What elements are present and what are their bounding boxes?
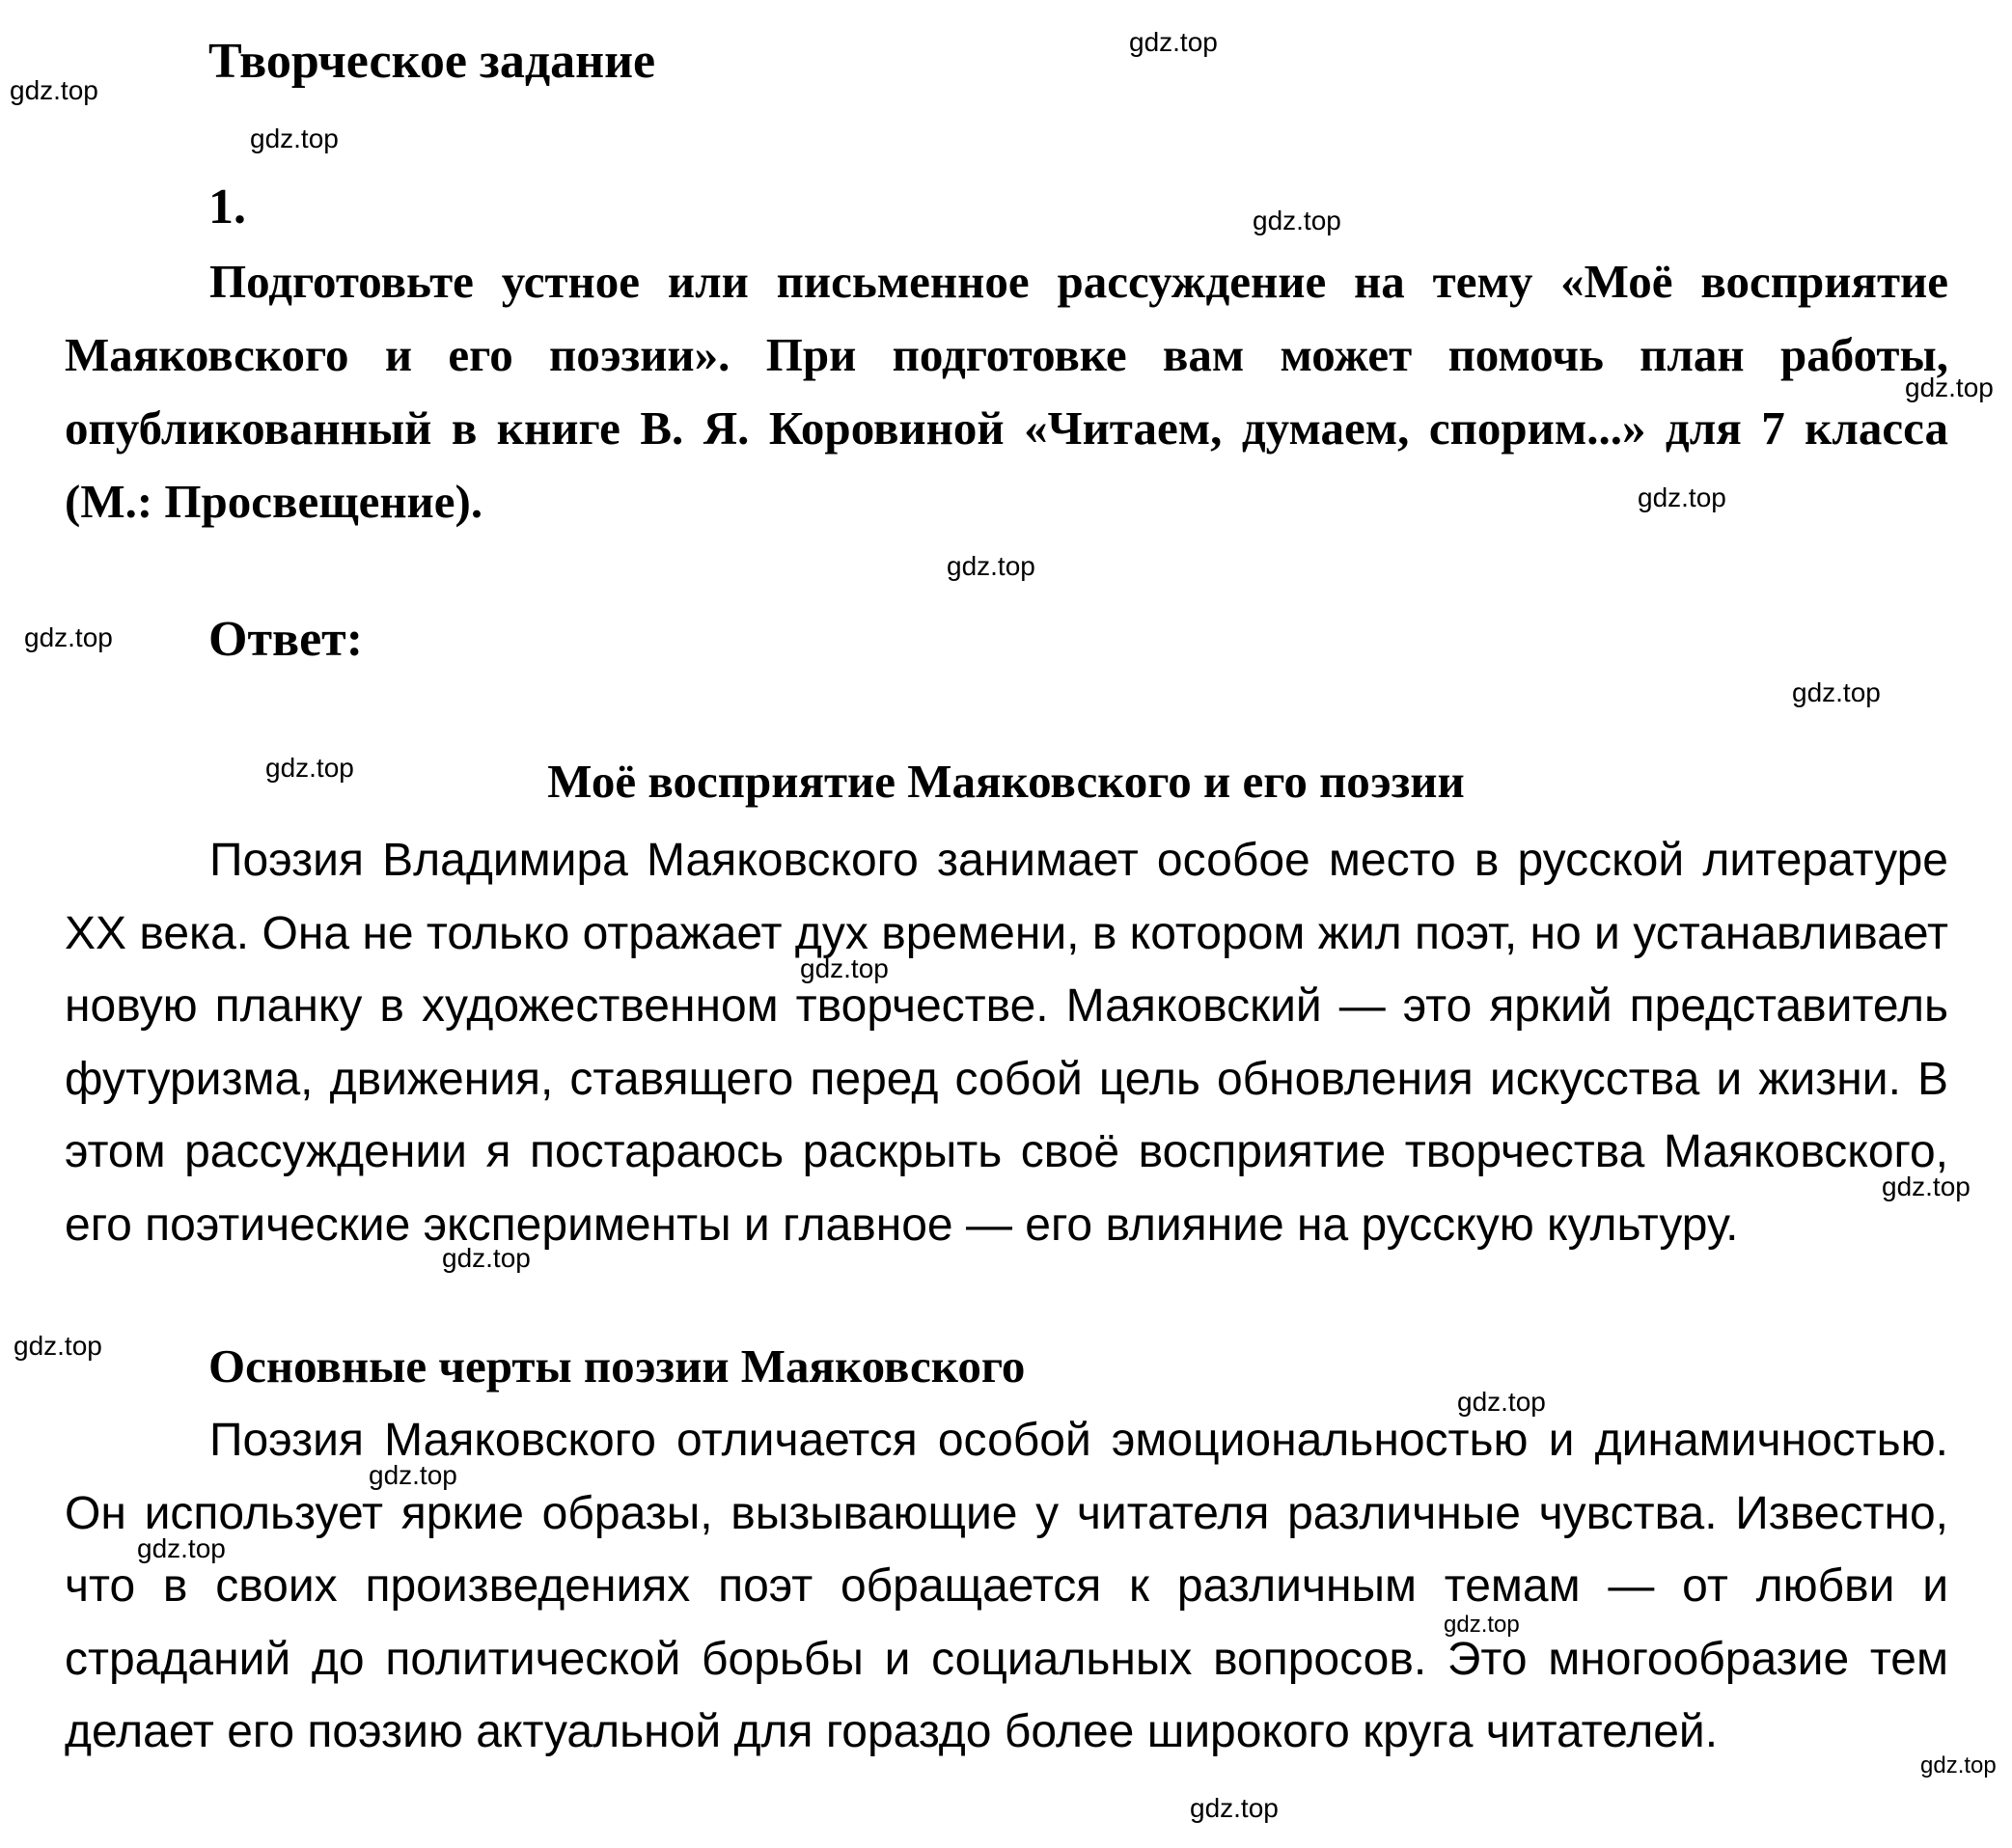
answer-label: Ответ:	[208, 612, 364, 667]
essay-subheading: Основные черты поэзии Маяковского	[208, 1339, 1026, 1393]
watermark: gdz.top	[1457, 1387, 1546, 1417]
watermark: gdz.top	[369, 1460, 457, 1490]
watermark: gdz.top	[947, 551, 1035, 581]
watermark: gdz.top	[14, 1331, 102, 1361]
watermark: gdz.top	[1190, 1793, 1279, 1823]
watermark: gdz.top	[10, 75, 98, 105]
essay-paragraph-intro: Поэзия Владимира Маяковского занимает особое место в русской литературе XX века. Она не только отражает дух времени, в котором жил поэт, но и устанавливает новую планку в художественном творчестве. Маяковский — это яркий представитель футуризма, движения, ставящего перед собой цель обновления искусства и жизни. В этом рассуждении я постараюсь раскрыть своё восприятие творчества Маяковского, его поэтические эксперименты и главное — его влияние на русскую культуру.	[65, 835, 1948, 1251]
watermark: gdz.top	[442, 1243, 531, 1273]
watermark: gdz.top	[250, 124, 339, 153]
essay-paragraph-features: Поэзия Маяковского отличается особой эмоциональностью и динамичностью. Он использует яркие образы, вызывающие у читателя различные чувства. Известно, что в своих произведениях поэт обращается к различным темам — от любви и страданий до политической борьбы и социальных вопросов. Это многообразие тем делает его поэзию актуальной для гораздо более широкого круга читателей.	[65, 1415, 1948, 1757]
section-title: Творческое задание	[208, 34, 656, 89]
watermark: gdz.top	[137, 1533, 226, 1563]
task-number: 1.	[208, 179, 246, 234]
watermark: gdz.top	[1638, 483, 1726, 512]
task-text: Подготовьте устное или письменное рассуждение на тему «Моё восприятие Маяковского и его поэзии». При подготовке вам может помочь план работы, опубликованный в книге В. Я. Коровиной «Читаем, думаем, спорим...» для 7 класса (М.: Просвещение).	[65, 255, 1948, 528]
watermark: gdz.top	[1253, 206, 1341, 235]
watermark: gdz.top	[1905, 372, 1994, 402]
essay-title: Моё восприятие Маяковского и его поэзии	[547, 755, 1465, 808]
watermark: gdz.top	[24, 622, 113, 652]
watermark: gdz.top	[1792, 677, 1881, 707]
watermark: gdz.top	[1882, 1172, 1971, 1201]
watermark: gdz.top	[800, 953, 889, 983]
watermark: gdz.top	[1920, 1752, 1997, 1779]
watermark: gdz.top	[265, 753, 354, 783]
watermark: gdz.top	[1129, 27, 1218, 57]
watermark: gdz.top	[1444, 1612, 1520, 1638]
